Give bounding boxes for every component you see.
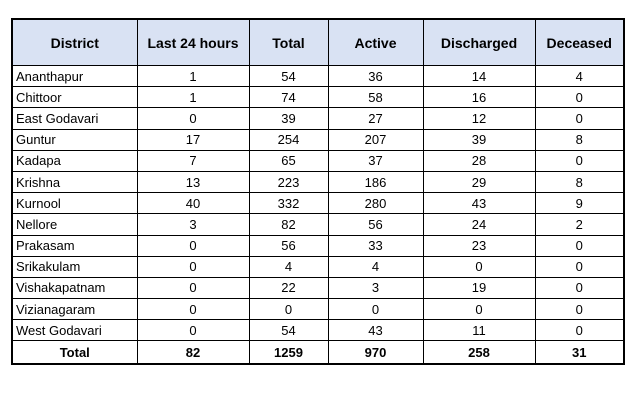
cell-deceased: 0 (535, 150, 624, 171)
cell-last-24-hours: 3 (137, 214, 249, 235)
cell-deceased: 2 (535, 214, 624, 235)
cell-active: 36 (328, 66, 423, 87)
total-total: 1259 (249, 341, 328, 365)
cell-district: Krishna (12, 171, 137, 192)
cell-deceased: 8 (535, 129, 624, 150)
cell-district: Srikakulam (12, 256, 137, 277)
cell-deceased: 0 (535, 235, 624, 256)
cell-active: 37 (328, 150, 423, 171)
header-deceased: Deceased (535, 19, 624, 66)
cell-total: 56 (249, 235, 328, 256)
cell-active: 0 (328, 299, 423, 320)
cell-discharged: 14 (423, 66, 535, 87)
table-row (12, 150, 624, 171)
cell-discharged: 0 (423, 256, 535, 277)
table-header (12, 19, 624, 66)
cell-last-24-hours: 7 (137, 150, 249, 171)
cell-active: 3 (328, 277, 423, 298)
cell-total: 54 (249, 320, 328, 341)
table-row (12, 214, 624, 235)
cell-district: West Godavari (12, 320, 137, 341)
total-deceased: 31 (535, 341, 624, 365)
total-row (12, 341, 624, 365)
cell-last-24-hours: 13 (137, 171, 249, 192)
cell-last-24-hours: 0 (137, 235, 249, 256)
cell-discharged: 43 (423, 193, 535, 214)
table-row (12, 320, 624, 341)
cell-district: Ananthapur (12, 66, 137, 87)
cell-deceased: 9 (535, 193, 624, 214)
cell-total: 65 (249, 150, 328, 171)
total-active: 970 (328, 341, 423, 365)
cell-active: 33 (328, 235, 423, 256)
cell-district: Nellore (12, 214, 137, 235)
header-district: District (12, 19, 137, 66)
cell-last-24-hours: 0 (137, 320, 249, 341)
cell-total: 223 (249, 171, 328, 192)
table-row (12, 299, 624, 320)
table-row (12, 171, 624, 192)
cell-deceased: 0 (535, 277, 624, 298)
cell-district: Prakasam (12, 235, 137, 256)
table-row (12, 108, 624, 129)
cell-district: Kurnool (12, 193, 137, 214)
cell-deceased: 0 (535, 108, 624, 129)
cell-discharged: 24 (423, 214, 535, 235)
cell-deceased: 0 (535, 87, 624, 108)
cell-last-24-hours: 1 (137, 66, 249, 87)
table-row (12, 277, 624, 298)
header-discharged: Discharged (423, 19, 535, 66)
cell-active: 56 (328, 214, 423, 235)
table-footer (12, 341, 624, 365)
cell-discharged: 0 (423, 299, 535, 320)
cell-district: Vishakapatnam (12, 277, 137, 298)
cell-last-24-hours: 0 (137, 256, 249, 277)
table-body (12, 66, 624, 341)
header-total: Total (249, 19, 328, 66)
cell-discharged: 39 (423, 129, 535, 150)
cell-last-24-hours: 17 (137, 129, 249, 150)
cell-deceased: 0 (535, 256, 624, 277)
cell-district: Kadapa (12, 150, 137, 171)
cell-deceased: 0 (535, 299, 624, 320)
cell-deceased: 8 (535, 171, 624, 192)
table-row (12, 193, 624, 214)
cell-active: 4 (328, 256, 423, 277)
cell-active: 27 (328, 108, 423, 129)
cell-total: 0 (249, 299, 328, 320)
total-label: Total (12, 341, 137, 365)
cell-active: 58 (328, 87, 423, 108)
cell-last-24-hours: 0 (137, 108, 249, 129)
cell-district: Vizianagaram (12, 299, 137, 320)
cell-discharged: 19 (423, 277, 535, 298)
cell-discharged: 29 (423, 171, 535, 192)
cell-deceased: 0 (535, 320, 624, 341)
cell-active: 207 (328, 129, 423, 150)
cell-last-24-hours: 40 (137, 193, 249, 214)
cell-district: Guntur (12, 129, 137, 150)
header-active: Active (328, 19, 423, 66)
table-row (12, 235, 624, 256)
cell-total: 39 (249, 108, 328, 129)
cell-total: 332 (249, 193, 328, 214)
cell-discharged: 23 (423, 235, 535, 256)
cell-last-24-hours: 1 (137, 87, 249, 108)
table-row (12, 87, 624, 108)
cell-last-24-hours: 0 (137, 277, 249, 298)
cell-discharged: 12 (423, 108, 535, 129)
header-row (12, 19, 624, 66)
district-cases-table (11, 18, 625, 365)
cell-last-24-hours: 0 (137, 299, 249, 320)
cell-total: 54 (249, 66, 328, 87)
table-row (12, 129, 624, 150)
cell-active: 186 (328, 171, 423, 192)
cell-active: 280 (328, 193, 423, 214)
cell-discharged: 16 (423, 87, 535, 108)
cell-deceased: 4 (535, 66, 624, 87)
cell-discharged: 11 (423, 320, 535, 341)
table-row (12, 256, 624, 277)
cell-district: East Godavari (12, 108, 137, 129)
cell-total: 4 (249, 256, 328, 277)
header-last-24-hours: Last 24 hours (137, 19, 249, 66)
table-row (12, 66, 624, 87)
cell-discharged: 28 (423, 150, 535, 171)
total-last-24-hours: 82 (137, 341, 249, 365)
cell-total: 22 (249, 277, 328, 298)
cell-total: 82 (249, 214, 328, 235)
cell-district: Chittoor (12, 87, 137, 108)
cell-total: 254 (249, 129, 328, 150)
cell-active: 43 (328, 320, 423, 341)
total-discharged: 258 (423, 341, 535, 365)
cell-total: 74 (249, 87, 328, 108)
